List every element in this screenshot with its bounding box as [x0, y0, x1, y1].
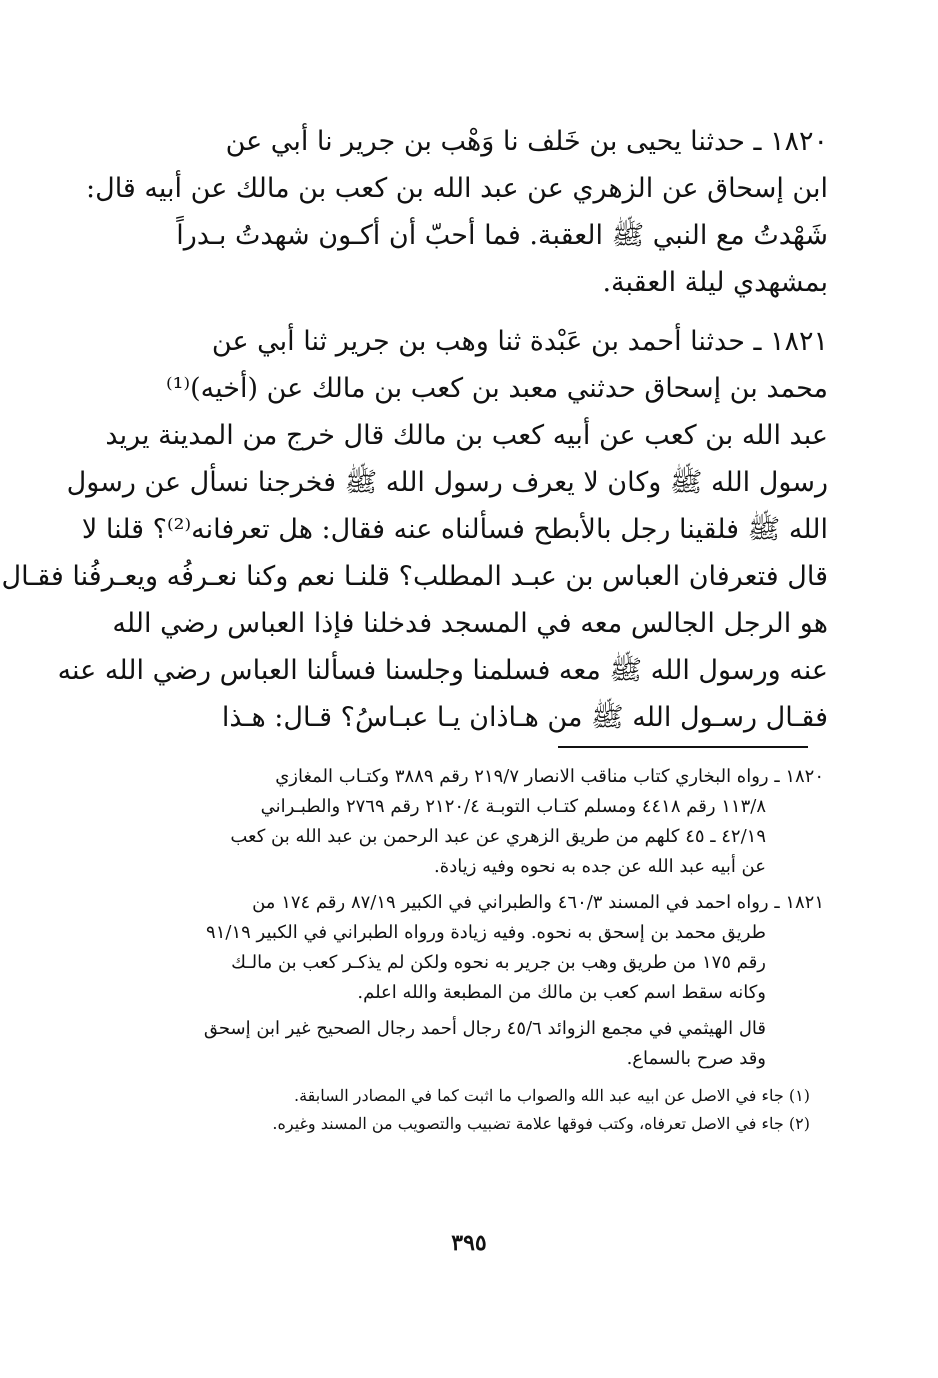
note-line: وكانه سقط اسم كعب بن مالك من المطبعة والله اعلم. [357, 982, 766, 1003]
note-line: ٤٢/١٩ ـ ٤٥ كلهم من طريق الزهري عن عبد الرحمن بن عبد الله بن كعب [230, 826, 766, 847]
note-haythami [128, 1014, 824, 1074]
note-line: ١١٣/٨ رقم ٤٤١٨ ومسلم كتـاب التوبـة ٢١٢٠/٤ رقم ٢٧٦٩ والطبـراني [260, 796, 766, 817]
text-line: الله ﷺ فلقينا رجل بالأبطح فسألناه عنه فقال: هل تعرفانه⁽²⁾؟ قلنا لا [81, 514, 828, 545]
note-line: طريق محمد بن إسحق به نحوه. وفيه زيادة ورواه الطبراني في الكبير ٩١/١٩ [206, 922, 766, 943]
note-line: قال الهيثمي في مجمع الزوائد ٤٥/٦ رجال أحمد رجال الصحيح غير ابن إسحق [203, 1018, 766, 1039]
note-1820 [128, 762, 824, 882]
note-line: ١٨٢١ ـ رواه احمد في المسند ٤٦٠/٣ والطبراني في الكبير ٨٧/١٩ رقم ١٧٤ من [252, 892, 824, 913]
note-line: وقد صرح بالسماع. [626, 1048, 766, 1069]
note-line: عن أبيه عبد الله عن جده به نحوه وفيه زيادة. [434, 856, 766, 877]
text-line: قال فتعرفان العباس بن عبـد المطلب؟ قلنـا نعم وكنا نعـرفُه ويعـرفُنا فقـال [1, 561, 828, 592]
note-line: رقم ١٧٥ من طريق وهب بن جرير به نحوه ولكن لم يذكـر كعب بن مالـك [231, 952, 766, 973]
text-line: هو الرجل الجالس معه في المسجد فدخلنا فإذا العباس رضي الله [112, 608, 828, 639]
text-line: ١٨٢١ ـ حدثنا أحمد بن عَبْدة ثنا وهب بن جرير ثنا أبي عن [211, 326, 828, 357]
footnotes [128, 1082, 824, 1138]
main-text [1, 118, 828, 753]
text-line: عنه ورسول الله ﷺ معه فسلمنا وجلسنا فسألنا العباس رضي الله عنه [57, 655, 828, 686]
text-line: عبد الله بن كعب عن أبيه كعب بن مالك قال خرج من المدينة يريد [105, 420, 828, 451]
note-line: ١٨٢٠ ـ رواه البخاري كتاب مناقب الانصار ٢١٩/٧ رقم ٣٨٨٩ وكتـاب المغازي [275, 766, 824, 787]
text-line: محمد بن إسحاق حدثني معبد بن كعب بن مالك عن (أخيه)⁽¹⁾ [166, 373, 828, 404]
notes-section [128, 762, 824, 1138]
note-1821 [128, 888, 824, 1008]
footnote-divider [558, 746, 808, 748]
text-line: ابن إسحاق عن الزهري عن عبد الله بن كعب بن مالك عن أبيه قال: [85, 173, 828, 204]
footnote-1: (١) جاء في الاصل عن ابيه عبد الله والصواب ما اثبت كما في المصادر السابقة. [294, 1086, 810, 1105]
text-line: شَهْدتُ مع النبي ﷺ العقبة. فما أحبّ أن أكـون شهدتُ بـدراً [176, 220, 828, 251]
hadith-1821 [1, 318, 828, 741]
text-line: ١٨٢٠ ـ حدثنا يحيى بن خَلف نا وَهْب بن جرير نا أبي عن [225, 126, 828, 157]
hadith-1820 [85, 118, 828, 306]
text-line: رسول الله ﷺ وكان لا يعرف رسول الله ﷺ فخرجنا نسأل عن رسول [66, 467, 828, 498]
text-line: بمشهدي ليلة العقبة. [602, 267, 828, 298]
page-number: ٣٩٥ [451, 1230, 487, 1256]
footnote-2: (٢) جاء في الاصل تعرفاه، وكتب فوقها علامة تضبيب والتصويب من المسند وغيره. [272, 1114, 810, 1133]
text-line: فقـال رسـول الله ﷺ من هـاذان يـا عبـاسُ؟ قـال: هـذا [221, 702, 828, 733]
